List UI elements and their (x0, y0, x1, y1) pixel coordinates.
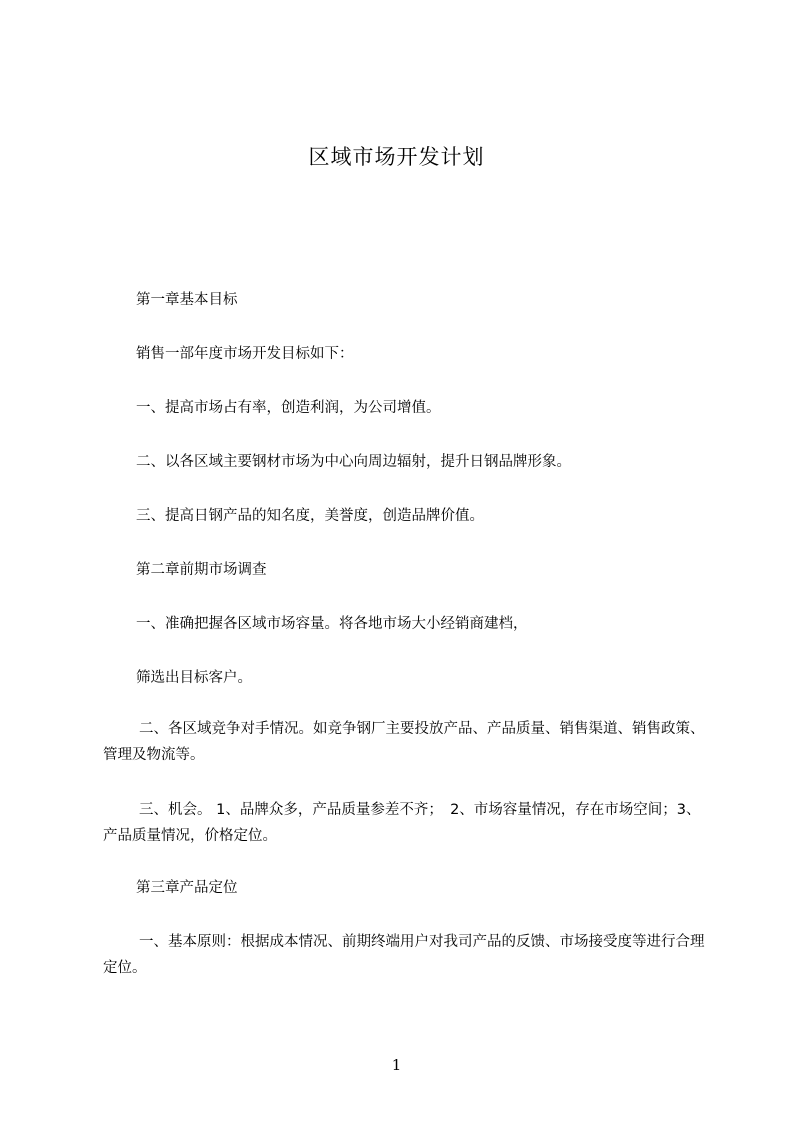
paragraph-survey-1-cont: 筛选出目标客户。 (136, 670, 252, 686)
paragraph-survey-2: 二、各区域竞争对手情况。如竞争钢厂主要投放产品、产品质量、销售渠道、销售政策、管理及物流等。 (103, 721, 705, 763)
page-number: 1 (391, 1056, 402, 1074)
chapter-1-heading: 第一章基本目标 (136, 292, 238, 308)
paragraph-survey-1: 一、准确把握各区域市场容量。将各地市场大小经销商建档， (136, 616, 528, 632)
paragraph-goal-1: 一、提高市场占有率，创造利润，为公司增值。 (136, 400, 441, 416)
document-title: 区域市场开发计划 (308, 145, 485, 169)
chapter-3-heading: 第三章产品定位 (136, 880, 238, 896)
paragraph-survey-3: 三、机会。 1、品牌众多，产品质量参差不齐； 2、市场容量情况，存在市场空间；3、产品质量情况，价格定位。 (103, 802, 701, 844)
paragraph-goal-3: 三、提高日钢产品的知名度，美誉度，创造品牌价值。 (136, 508, 484, 524)
paragraph-goal-2: 二、以各区域主要钢材市场为中心向周边辐射，提升日钢品牌形象。 (136, 454, 571, 470)
paragraph-sales-goal-intro: 销售一部年度市场开发目标如下： (136, 346, 354, 362)
chapter-2-heading: 第二章前期市场调查 (136, 562, 267, 578)
paragraph-positioning-1: 一、基本原则：根据成本情况、前期终端用户对我司产品的反馈、市场接受度等进行合理定位。 (103, 934, 705, 976)
